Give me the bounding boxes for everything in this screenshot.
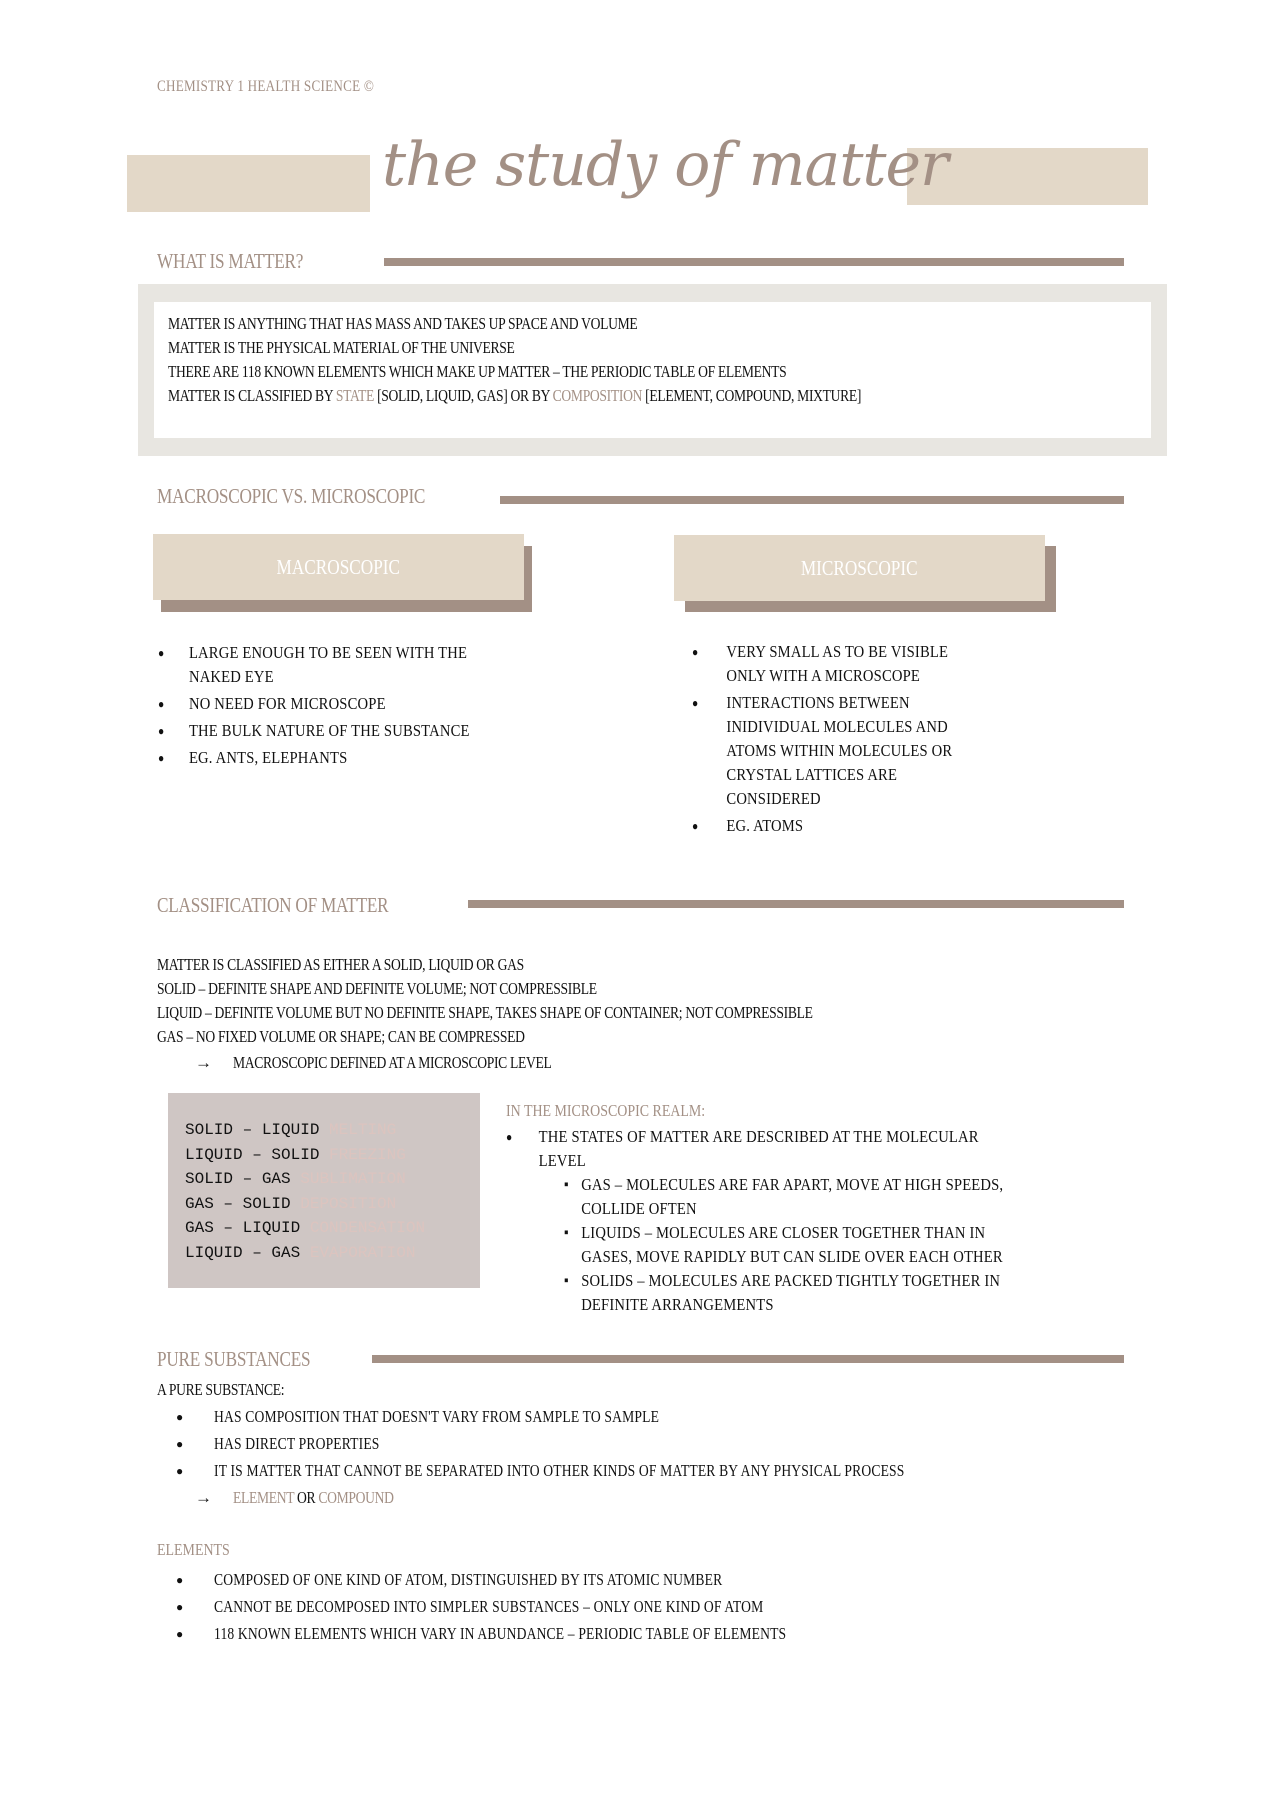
list-item: ● VERY SMALL AS TO BE VISIBLE ONLY WITH A MICROSCOPE: [692, 640, 1070, 688]
list-item: ▪ GAS – MOLECULES ARE FAR APART, MOVE AT HIGH SPEEDS, COLLIDE OFTEN: [564, 1173, 1047, 1221]
matter-classified-line: MATTER IS CLASSIFIED BY STATE [SOLID, LIQUID, GAS] OR BY COMPOSITION [ELEMENT, COMPOUND, MIXTURE]: [168, 386, 862, 405]
phase-row: LIQUID – SOLID FREEZING: [185, 1145, 406, 1164]
section-heading-classification: CLASSIFICATION OF MATTER: [157, 893, 389, 917]
list-item: ● IT IS MATTER THAT CANNOT BE SEPARATED INTO OTHER KINDS OF MATTER BY ANY PHYSICAL PROCESS: [176, 1459, 1077, 1483]
matter-line: MATTER IS ANYTHING THAT HAS MASS AND TAKES UP SPACE AND VOLUME: [168, 314, 638, 333]
phase-row: LIQUID – GAS EVAPORATION: [185, 1243, 416, 1262]
compound-term: COMPOUND: [318, 1488, 394, 1507]
matter-line: THERE ARE 118 KNOWN ELEMENTS WHICH MAKE UP MATTER – THE PERIODIC TABLE OF ELEMENTS: [168, 362, 787, 381]
list-item: ▪ SOLIDS – MOLECULES ARE PACKED TIGHTLY TOGETHER IN DEFINITE ARRANGEMENTS: [564, 1269, 1047, 1317]
micro-bullets: [692, 640, 1132, 838]
phase-row: GAS – LIQUID CONDENSATION: [185, 1219, 426, 1237]
list-item: ● THE BULK NATURE OF THE SUBSTANCE: [158, 719, 536, 743]
matter-definition-box: [138, 284, 1167, 456]
list-item: ● NO NEED FOR MICROSCOPE: [158, 692, 536, 716]
elements-bullets: [176, 1565, 929, 1646]
list-item: ● EG. ATOMS: [692, 814, 1070, 838]
phase-row: SOLID – GAS SUBLIMATION: [185, 1170, 406, 1188]
phase-row: GAS – SOLID DEPOSITION: [185, 1194, 397, 1213]
pure-substances-text: [157, 1378, 1077, 1510]
list-item: ● LARGE ENOUGH TO BE SEEN WITH THE NAKED EYE: [158, 641, 536, 689]
list-item: ● COMPOSED OF ONE KIND OF ATOM, DISTINGUISHED BY ITS ATOMIC NUMBER: [176, 1568, 929, 1592]
microscopic-realm-subbullets: [564, 1173, 1126, 1317]
list-item: ● THE STATES OF MATTER ARE DESCRIBED AT THE MOLECULAR LEVEL: [506, 1125, 1039, 1173]
phase-changes-box: [168, 1093, 480, 1288]
microscopic-realm: [506, 1099, 1126, 1317]
list-item: ● INTERACTIONS BETWEEN INIDIVIDUAL MOLECULES AND ATOMS WITHIN MOLECULES OR CRYSTAL LATTICES ARE CONSIDERED: [692, 691, 1070, 811]
page-title: the study of matter: [382, 130, 948, 200]
arrow-icon: →: [195, 1488, 212, 1507]
classification-text: [157, 953, 977, 1075]
section-rule: [372, 1355, 1124, 1363]
title-decor-left: [127, 155, 370, 212]
state-term: STATE: [335, 386, 374, 405]
list-item: ● CANNOT BE DECOMPOSED INTO SIMPLER SUBSTANCES – ONLY ONE KIND OF ATOM: [176, 1595, 929, 1619]
microscopic-realm-heading: IN THE MICROSCOPIC REALM:: [506, 1101, 706, 1120]
course-header: CHEMISTRY 1 HEALTH SCIENCE ©: [157, 78, 375, 95]
list-item: ▪ LIQUIDS – MOLECULES ARE CLOSER TOGETHER THAN IN GASES, MOVE RAPIDLY BUT CAN SLIDE OVER EACH OTHER: [564, 1221, 1047, 1269]
section-rule: [384, 258, 1124, 266]
subheading-elements: ELEMENTS: [157, 1540, 230, 1559]
classification-line: LIQUID – DEFINITE VOLUME BUT NO DEFINITE SHAPE, TAKES SHAPE OF CONTAINER; NOT COMPRESSIBLE: [157, 1003, 813, 1022]
arrow-icon: →: [195, 1053, 212, 1072]
pure-substance-bullets: [176, 1405, 1077, 1483]
pure-substance-intro: A PURE SUBSTANCE:: [157, 1380, 285, 1399]
macro-bullets: [158, 641, 598, 770]
matter-line: MATTER IS THE PHYSICAL MATERIAL OF THE UNIVERSE: [168, 338, 515, 357]
classification-arrow-line: → MACROSCOPIC DEFINED AT A MICROSCOPIC LEVEL: [157, 1051, 977, 1075]
section-rule: [500, 496, 1124, 504]
section-heading-what-is-matter: WHAT IS MATTER?: [157, 249, 304, 273]
list-item: ● EG. ANTS, ELEPHANTS: [158, 746, 536, 770]
micro-card: MICROSCOPIC: [674, 535, 1045, 601]
macro-card: MACROSCOPIC: [153, 534, 524, 600]
phase-row: SOLID – LIQUID MELTING: [185, 1121, 397, 1139]
composition-term: COMPOSITION: [552, 386, 643, 405]
list-item: ● 118 KNOWN ELEMENTS WHICH VARY IN ABUNDANCE – PERIODIC TABLE OF ELEMENTS: [176, 1622, 929, 1646]
element-term: ELEMENT: [233, 1488, 294, 1507]
classification-line: GAS – NO FIXED VOLUME OR SHAPE; CAN BE COMPRESSED: [157, 1027, 525, 1046]
classification-line: SOLID – DEFINITE SHAPE AND DEFINITE VOLUME; NOT COMPRESSIBLE: [157, 979, 597, 998]
microscopic-realm-bullets: [506, 1125, 1126, 1173]
pure-substance-arrow-line: → ELEMENT OR COMPOUND: [157, 1486, 1077, 1510]
classification-line: MATTER IS CLASSIFIED AS EITHER A SOLID, LIQUID OR GAS: [157, 955, 524, 974]
section-heading-macro-micro: MACROSCOPIC VS. MICROSCOPIC: [157, 484, 426, 508]
section-heading-pure-substances: PURE SUBSTANCES: [157, 1347, 311, 1371]
list-item: ● HAS DIRECT PROPERTIES: [176, 1432, 1077, 1456]
list-item: ● HAS COMPOSITION THAT DOESN'T VARY FROM SAMPLE TO SAMPLE: [176, 1405, 1077, 1429]
section-rule: [468, 900, 1124, 908]
